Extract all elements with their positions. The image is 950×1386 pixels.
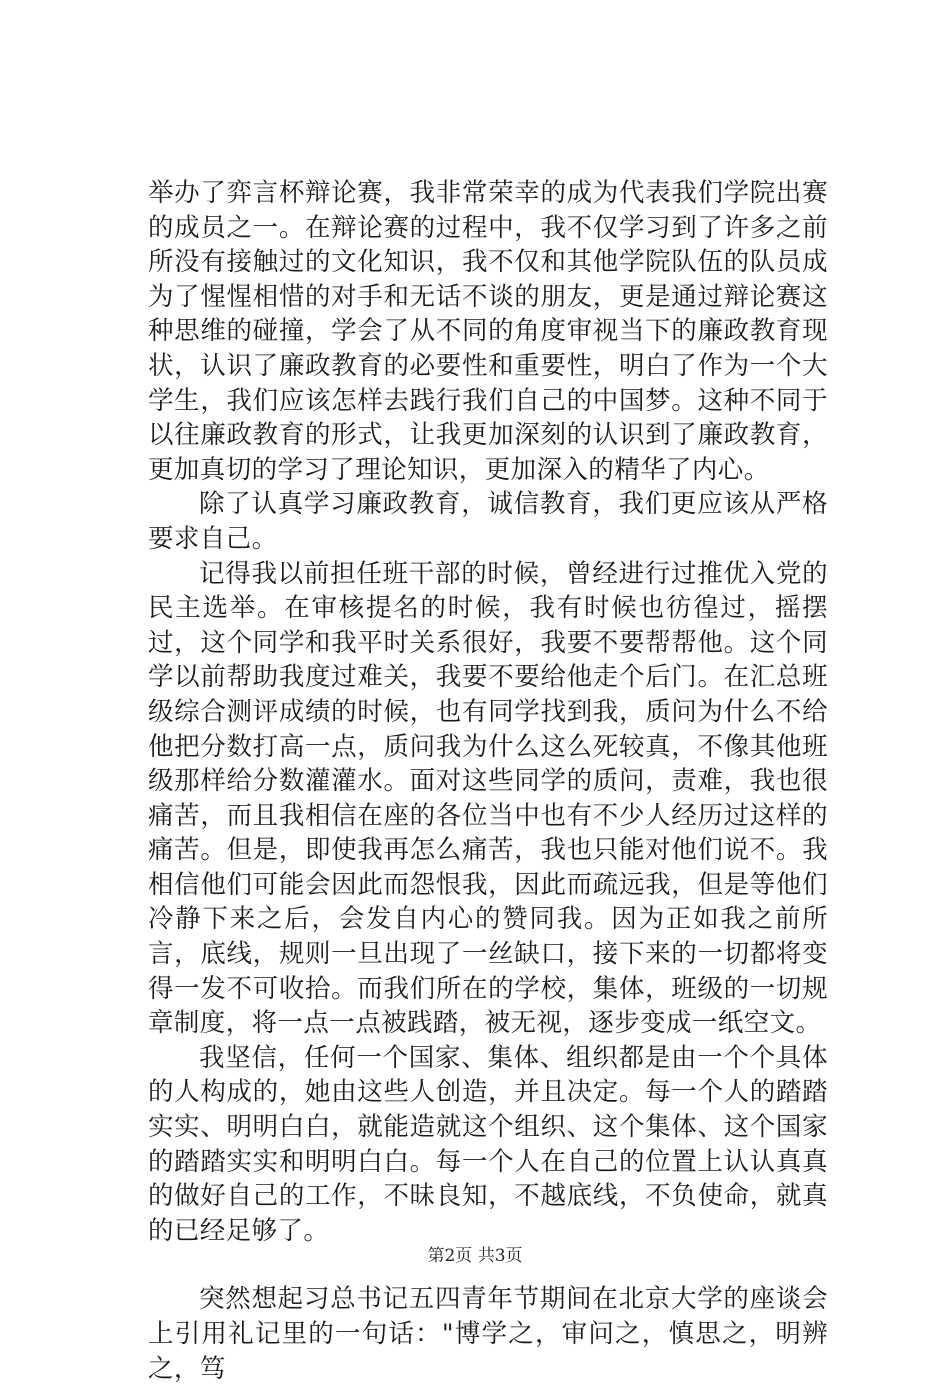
document-body bbox=[148, 176, 828, 1386]
paragraph-1: 举办了弈言杯辩论赛，我非常荣幸的成为代表我们学院出赛的成员之一。在辩论赛的过程中，我不仅学习到了许多之前所没有接触过的文化知识，我不仅和其他学院队伍的队员成为了惺惺相惜的对手和无话不谈的朋友，更是通过辩论赛这种思维的碰撞，学会了从不同的角度审视当下的廉政教育现状，认识了廉政教育的必要性和重要性，明白了作为一个大学生，我们应该怎样去践行我们自己的中国梦。这种不同于以往廉政教育的形式，让我更加深刻的认识到了廉政教育，更加真切的学习了理论知识，更加深入的精华了内心。 bbox=[148, 178, 828, 485]
paragraph-2: 除了认真学习廉政教育，诚信教育，我们更应该从严格要求自己。 bbox=[148, 489, 828, 554]
paragraph-4: 我坚信，任何一个国家、集体、组织都是由一个个具体的人构成的，她由这些人创造，并且决定。每一个人的踏踏实实、明明白白，就能造就这个组织、这个集体、这个国家的踏踏实实和明明白白。每一个人在自己的位置上认认真真的做好自己的工作，不昧良知，不越底线，不负使命，就真的已经足够了。 bbox=[148, 1042, 828, 1246]
paragraph-3: 记得我以前担任班干部的时候，曾经进行过推优入党的民主选举。在审核提名的时候，我有时候也彷徨过，摇摆过，这个同学和我平时关系很好，我要不要帮帮他。这个同学以前帮助我度过难关，我要不要给他走个后门。在汇总班级综合测评成绩的时候，也有同学找到我，质问为什么不给他把分数打高一点，质问我为什么这么死较真，不像其他班级那样给分数灌灌水。面对这些同学的质问，责难，我也很痛苦，而且我相信在座的各位当中也有不少人经历过这样的痛苦。但是，即使我再怎么痛苦，我也只能对他们说不。我相信他们可能会因此而怨恨我，因此而疏远我，但是等他们冷静下来之后，会发自内心的赞同我。因为正如我之前所言，底线，规则一旦出现了一丝缺口，接下来的一切都将变得一发不可收拾。而我们所在的学校，集体，班级的一切规章制度，将一点一点被践踏，被无视，逐步变成一纸空文。 bbox=[148, 558, 828, 1039]
page-footer: 第2页 共3页 bbox=[427, 1246, 523, 1266]
paragraph-5: 突然想起习总书记五四青年节期间在北京大学的座谈会上引用礼记里的一句话："博学之，审问之，慎思之，明辨之，笃 bbox=[148, 1284, 828, 1384]
